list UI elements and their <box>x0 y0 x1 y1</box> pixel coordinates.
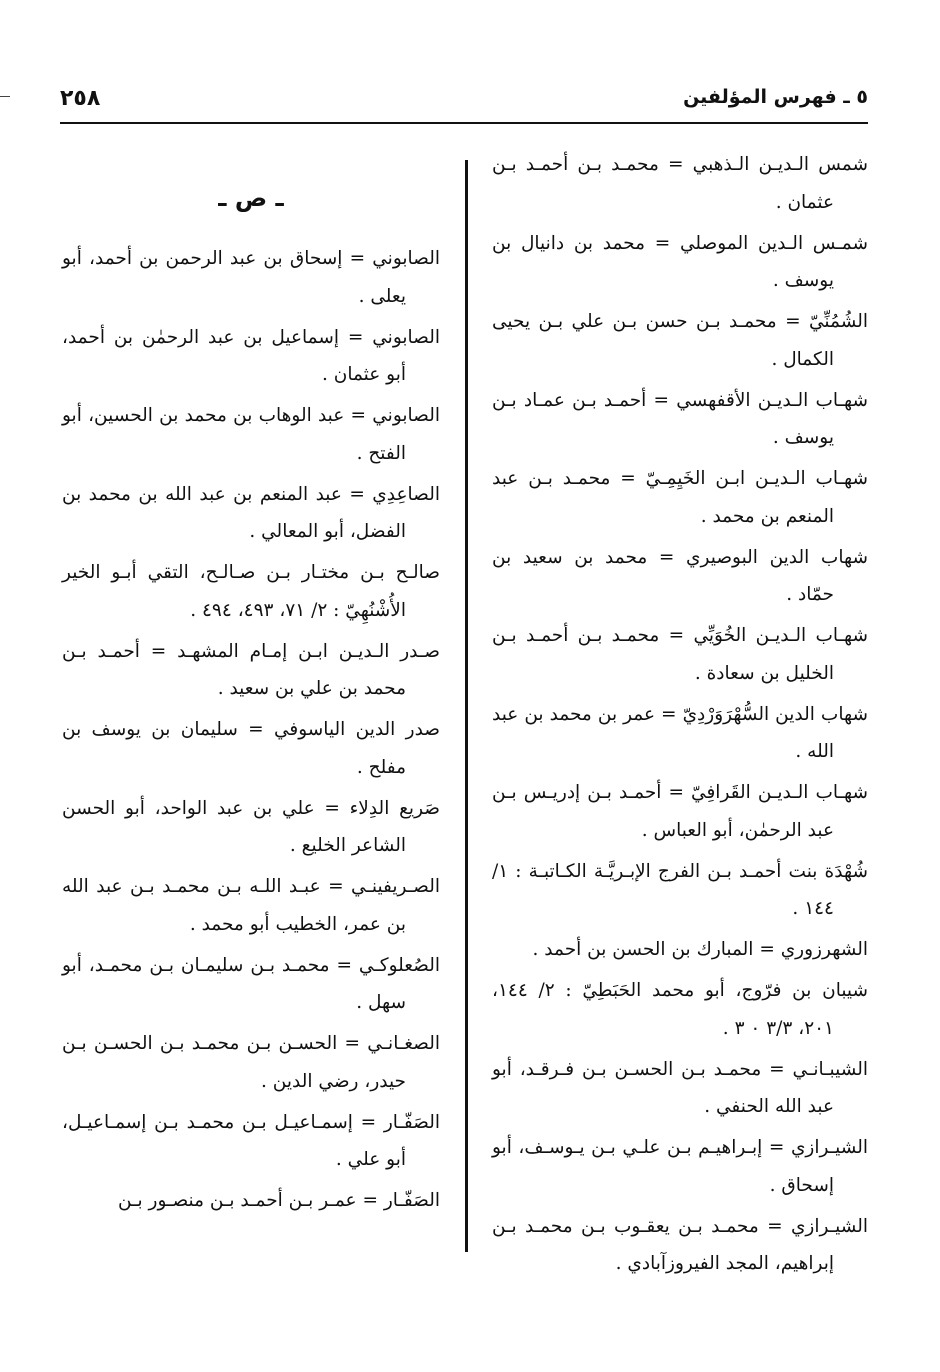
index-entry: الشهرزوري = المبارك بن الحسن بن أحمد . <box>532 939 868 960</box>
index-entry: شيبان بن فرّوج، أبو محمد الحَبَطِيّ : ٢/ ١٤٤، ٢٠١، ٣/٣ ٠ ٣ . <box>492 980 868 1039</box>
index-entry: الصغـانـي = الحسـن بـن محمـد بـن الحسـن بـن حيدر، رضي الدين . <box>62 1033 440 1092</box>
index-entry: شهاب الدين السُّهْرَوَرْدِيّ = عمر بن محمد بن عبد الله . <box>492 703 868 762</box>
index-entry: شُهْدَة بنت أحمـد بـن الفرج الإبـريَّـة الكـاتبـة : ١/ ١٤٤ . <box>492 860 868 919</box>
index-entry: الصابوني = إسحاق بن عبد الرحمن بن أحمد، أبو يعلى . <box>62 248 440 307</box>
index-entry: صـدر الـديـن ابـن إمـام المشهـد = أحمـد بـن محمد بن علي بن سعيد . <box>62 640 440 699</box>
letter-heading: ـ ص ـ <box>218 184 284 212</box>
index-entry: الشيـرازي = محمـد بـن يعقـوب بـن محمـد بـن إبراهيم، المجد الفيروزآبادي . <box>492 1215 868 1274</box>
index-entry: الشُمُنِّيّ = محمـد بـن حسن بـن علي بـن يحيى الكمال . <box>492 311 868 370</box>
index-entry: شهـاب الـديـن ابـن الخَيِمِـيّ = محمـد بـن عبد المنعم بن محمد . <box>492 468 868 527</box>
index-entry: الصابوني = عبد الوهاب بن محمد بن الحسين، أبو الفتح . <box>62 405 440 464</box>
index-entry: شهـاب الـديـن الأقفهسي = أحمـد بـن عمـاد بـن يوسف . <box>492 389 868 448</box>
index-entry: الصَفّـار = عمـر بـن أحمـد بـن منصـور بـن <box>118 1190 440 1211</box>
index-entry: شمس الـديـن الـذهبي = محمـد بـن أحمـد بـن عثمان . <box>492 154 868 213</box>
index-entry: شمـس الـدين الموصلي = محمد بن دانيال بن يوسف . <box>492 232 868 291</box>
page-header <box>60 78 868 124</box>
left-column <box>62 178 440 1223</box>
column-divider <box>465 160 468 1252</box>
index-entry: شهاب الدين البوصيري = محمد بن سعيد بن حمّاد . <box>492 546 868 605</box>
right-column <box>492 146 868 1286</box>
page-number: ٢٥٨ <box>60 86 101 111</box>
margin-mark <box>0 96 10 97</box>
index-entry: صَريع الدِلاء = علي بن عبد الواحد، أبو الحسن الشاعر الخليع . <box>62 797 440 856</box>
index-entry: الشيـرازي = إبـراهيـم بـن علـي بـن يـوسـف، أبو إسحاق . <box>492 1137 868 1196</box>
index-entry: صالـح بـن مختـار بـن صـالـح، التقي أبـو الخير الأُشْنُهِيّ : ٢/ ٧١، ٤٩٣، ٤٩٤ . <box>62 562 440 621</box>
index-entry: الصَفّـار = إسمـاعيـل بـن محمـد بـن إسمـاعيـل، أبو علي . <box>62 1111 440 1170</box>
index-entry: الصابوني = إسماعيل بن عبد الرحمٰن بن أحمد، أبو عثمان . <box>62 326 440 385</box>
index-entry: الصـريفينـي = عبـد اللـه بـن محمـد بـن عبد الله بن عمر، الخطيب أبو محمد . <box>62 876 440 935</box>
index-entry: الصاعِدِي = عبد المنعم بن عبد الله بن محمد بن الفضل، أبو المعالي . <box>62 483 440 542</box>
index-entry: الصُعلوكـي = محمـد بـن سليمـان بـن محمـد، أبو سهل . <box>62 954 440 1013</box>
index-entry: شهـاب الـديـن القَرافِيّ = أحمـد بـن إدريـس بـن عبد الرحمٰن، أبو العباس . <box>492 782 868 841</box>
index-entry: شهـاب الـديـن الخُوَيِّي = محمـد بـن أحمـد بـن الخليل بن سعادة . <box>492 625 868 684</box>
running-title: ٥ ـ فهرس المؤلفين <box>683 86 868 108</box>
index-entry: الشيبـانـي = محمـد بـن الحسـن بـن فـرقـد، أبو عبد الله الحنفي . <box>492 1058 868 1117</box>
index-entry: صدر الدين الياسوفي = سليمان بن يوسف بن مفلح . <box>62 719 440 778</box>
